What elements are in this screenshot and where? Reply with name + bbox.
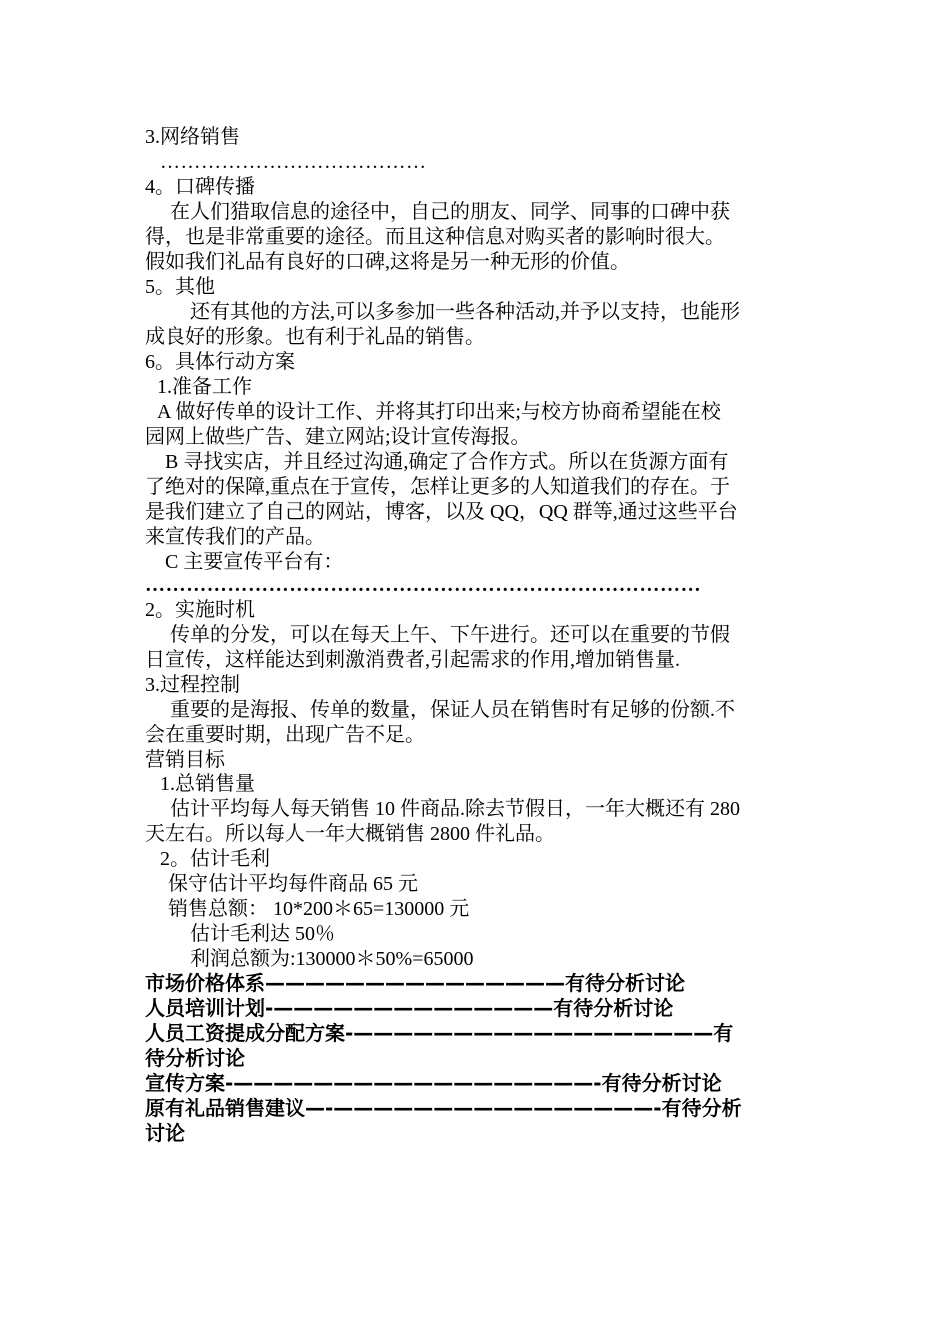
pending-item-sales-suggestions: 原有礼品销售建议—-————————————————-有待分析 [145,1096,742,1120]
paragraph-line: 日宣传，这样能达到刺激消费者,引起需求的作用,增加销售量. [145,649,680,671]
section-heading-other: 5。其他 [145,276,215,298]
paragraph-line: 销售总额： 10*200＊65=130000 元 [168,898,470,920]
paragraph-line: 估计平均每人每天销售 10 件商品.除去节假日，一年大概还有 280 [170,798,740,820]
section-heading-marketing-goals: 营销目标 [145,747,225,771]
subheading-preparation: 1.准备工作 [157,376,252,398]
paragraph-line: 重要的是海报、传单的数量，保证人员在销售时有足够的份额.不 [170,699,735,721]
subheading-process-control: 3.过程控制 [145,674,240,696]
paragraph-line: 了绝对的保障,重点在于宣传，怎样让更多的人知道我们的存在。于 [145,476,730,498]
paragraph-line: 成良好的形象。也有利于礼品的销售。 [145,326,485,348]
section-heading-action-plan: 6。具体行动方案 [145,351,295,373]
ellipsis-line: ………………………………… [160,151,427,173]
paragraph-line: A 做好传单的设计工作、并将其打印出来;与校方协商希望能在校 [157,401,721,423]
paragraph-line: 假如我们礼品有良好的口碑,这将是另一种无形的价值。 [145,251,630,273]
paragraph-line: 保守估计平均每件商品 65 元 [168,873,418,895]
paragraph-line: 在人们猎取信息的途径中，自己的朋友、同学、同事的口碑中获 [170,201,730,223]
pending-item-promotion-plan: 宣传方案-——————————————————-有待分析讨论 [145,1071,722,1095]
subheading-timing: 2。实施时机 [145,599,255,621]
pending-item-salary-commission-cont: 待分析讨论 [145,1046,245,1070]
paragraph-line: 估计毛利达 50％ [190,923,335,945]
paragraph-line: 传单的分发，可以在每天上午、下午进行。还可以在重要的节假 [170,624,730,646]
pending-item-salary-commission: 人员工资提成分配方案-——————————————————有 [145,1021,734,1045]
subheading-total-sales: 1.总销售量 [160,773,255,795]
paragraph-line: 还有其他的方法,可以多参加一些各种活动,并予以支持，也能形 [190,301,740,323]
paragraph-line: 园网上做些广告、建立网站;设计宣传海报。 [145,426,531,448]
ellipsis-line: ……………………………………………………………………… [145,574,702,596]
pending-item-training-plan: 人员培训计划-——————————————有待分析讨论 [145,996,674,1020]
subheading-gross-profit: 2。估计毛利 [160,848,270,870]
paragraph-line: 得，也是非常重要的途径。而且这种信息对购买者的影响时很大。 [145,226,725,248]
paragraph-line: B 寻找实店，并且经过沟通,确定了合作方式。所以在货源方面有 [165,451,729,473]
section-heading-online-sales: 3.网络销售 [145,126,240,148]
paragraph-line: 会在重要时期，出现广告不足。 [145,724,425,746]
section-heading-word-of-mouth: 4。口碑传播 [145,176,255,198]
paragraph-line: 天左右。所以每人一年大概销售 2800 件礼品。 [145,823,555,845]
paragraph-line: 是我们建立了自己的网站，博客，以及 QQ，QQ 群等,通过这些平台 [145,501,738,523]
paragraph-line: C 主要宣传平台有： [165,551,344,573]
pending-item-sales-suggestions-cont: 讨论 [145,1121,185,1145]
pending-item-market-pricing: 市场价格体系———————————————有待分析讨论 [145,971,685,995]
paragraph-line: 利润总额为:130000＊50%=65000 [190,948,474,970]
paragraph-line: 来宣传我们的产品。 [145,526,325,548]
